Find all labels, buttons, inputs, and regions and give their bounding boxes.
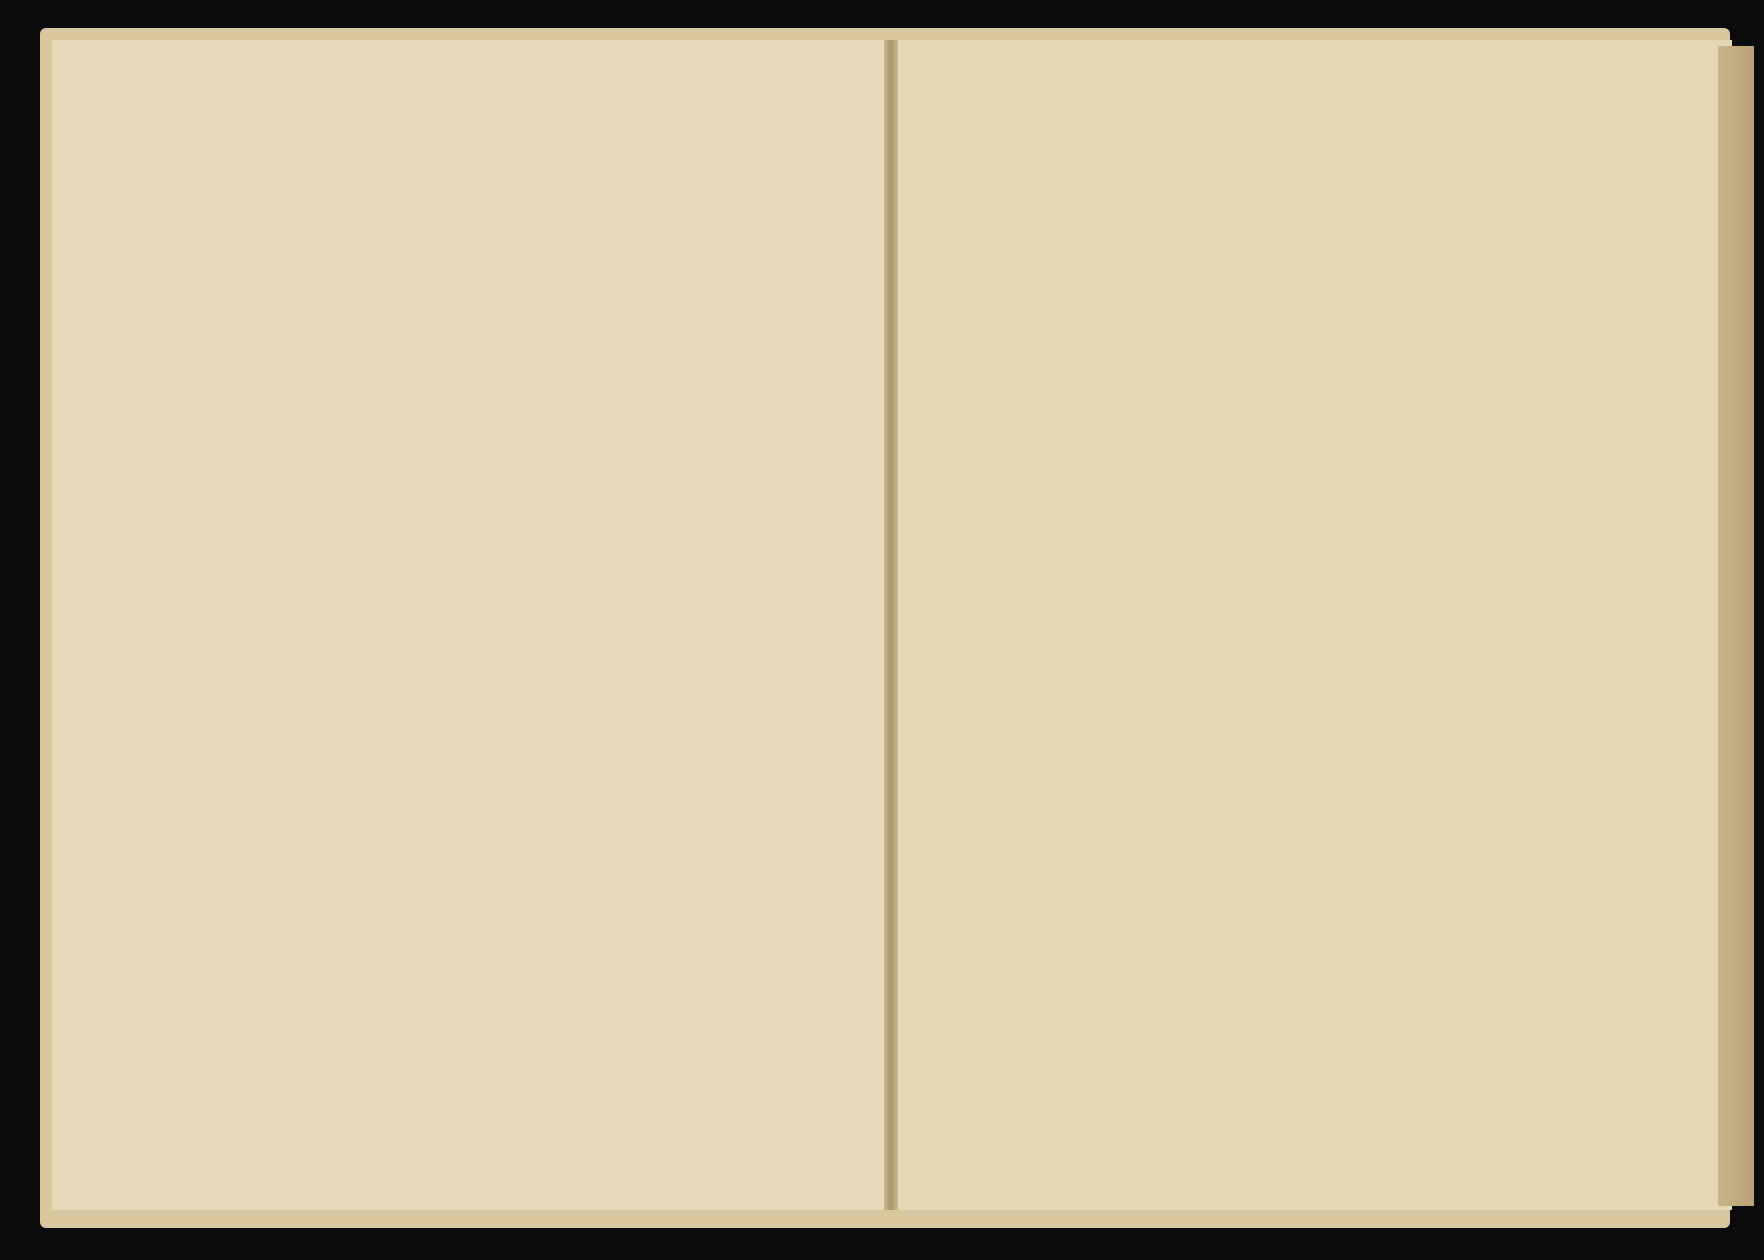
book-gutter (884, 40, 898, 1210)
page-edges (1718, 46, 1754, 1206)
left-page (52, 40, 890, 1210)
right-page (892, 40, 1732, 1210)
